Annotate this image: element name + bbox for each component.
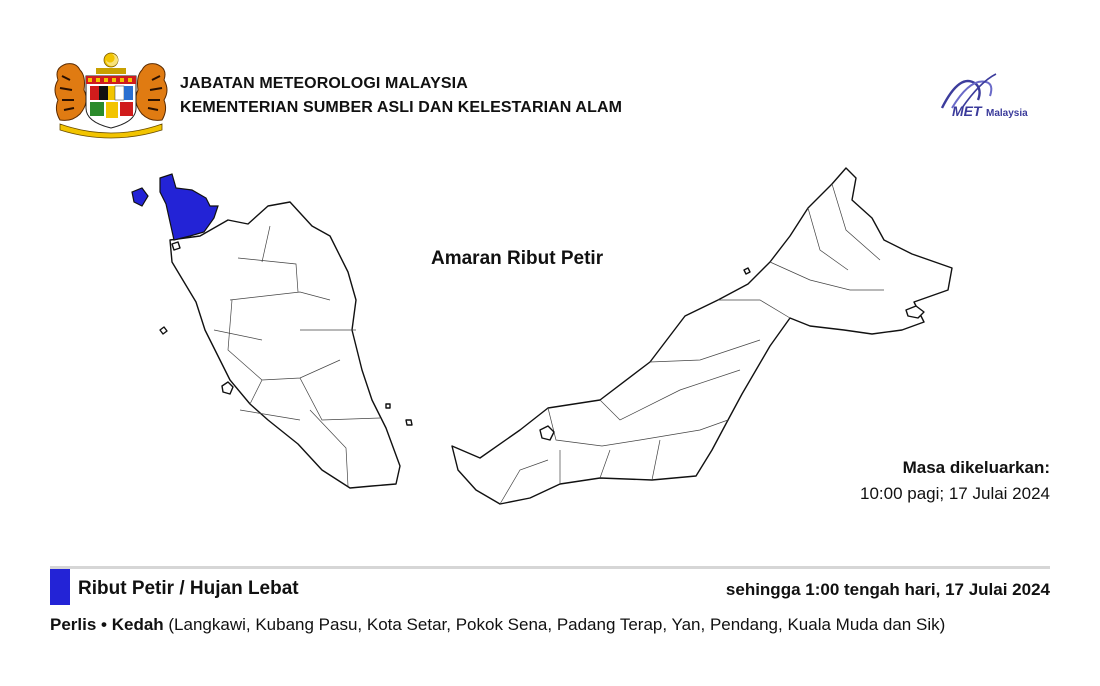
peninsular-outline <box>170 202 400 488</box>
svg-text:Malaysia: Malaysia <box>986 108 1028 119</box>
affected-areas <box>50 615 945 635</box>
ministry-name: KEMENTERIAN SUMBER ASLI DAN KELESTARIAN ALAM <box>180 99 623 116</box>
valid-until: sehingga 1:00 tengah hari, 17 Julai 2024 <box>725 580 1050 599</box>
malaysia-coat-of-arms-icon <box>50 50 172 140</box>
warning-area-langkawi <box>132 188 148 206</box>
peninsular-malaysia <box>160 202 412 488</box>
sarawak-sabah-outline <box>452 168 952 504</box>
malaysia-warning-map <box>120 160 970 520</box>
legend-color-swatch <box>50 569 70 605</box>
warning-area-perlis-kedah <box>132 174 218 240</box>
east-malaysia <box>452 168 952 504</box>
issued-time: 10:00 pagi; 17 Julai 2024 <box>860 484 1050 503</box>
agency-header <box>180 72 622 120</box>
affected-states: Perlis • Kedah <box>50 615 164 634</box>
agency-name: JABATAN METEOROLOGI MALAYSIA <box>180 75 468 92</box>
issued-label: Masa dikeluarkan: <box>902 458 1050 477</box>
affected-districts: (Langkawi, Kubang Pasu, Kota Setar, Pokok Sena, Padang Terap, Yan, Pendang, Kuala Muda dan Sik) <box>163 615 946 634</box>
map-title: Amaran Ribut Petir <box>431 248 604 269</box>
svg-text:MET: MET <box>952 103 982 119</box>
issued-time-block <box>860 455 1050 507</box>
legend-label: Ribut Petir / Hujan Lebat <box>78 578 299 599</box>
met-malaysia-logo-icon <box>930 64 1050 124</box>
divider <box>50 566 1050 569</box>
